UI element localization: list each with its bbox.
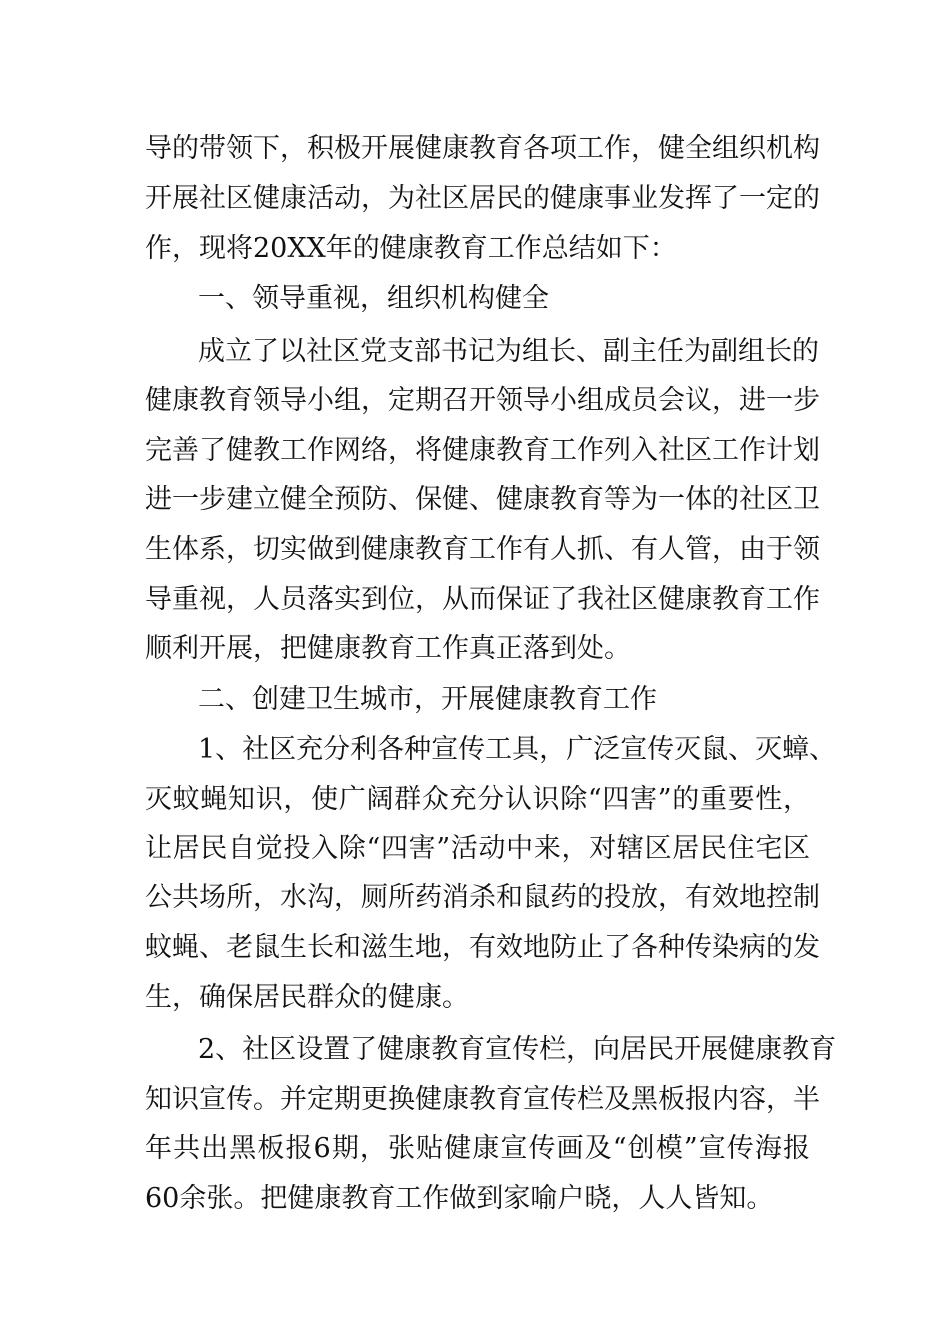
text-line: 灭蚊蝇知识，使广阔群众充分认识除“四害”的重要性， bbox=[145, 784, 810, 815]
text-line: 生，确保居民群众的健康。 bbox=[145, 982, 469, 1013]
text-line: 让居民自觉投入除“四害”活动中来，对辖区居民住宅区 bbox=[145, 833, 810, 864]
text-line: 健康教育领导小组，定期召开领导小组成员会议，进一步 bbox=[145, 385, 820, 416]
text-line: 顺利开展，把健康教育工作真正落到处。 bbox=[145, 633, 631, 664]
text-line: 60余张。把健康教育工作做到家喻户晓，人人皆知。 bbox=[145, 1183, 774, 1214]
text-line: 开展社区健康活动，为社区居民的健康事业发挥了一定的 bbox=[145, 183, 820, 214]
text-line: 1、社区充分利各种宣传工具，广泛宣传灭鼠、灭蟑、 bbox=[198, 734, 837, 765]
text-line: 知识宣传。并定期更换健康教育宣传栏及黑板报内容，半 bbox=[145, 1084, 820, 1115]
text-line: 生体系，切实做到健康教育工作有人抓、有人管，由于领 bbox=[145, 534, 820, 565]
text-line: 成立了以社区党支部书记为组长、副主任为副组长的 bbox=[198, 336, 819, 367]
text-line: 导的带领下，积极开展健康教育各项工作，健全组织机构 bbox=[145, 133, 820, 164]
text-line: 进一步建立健全预防、保健、健康教育等为一体的社区卫 bbox=[145, 484, 820, 515]
section-heading: 二、创建卫生城市，开展健康教育工作 bbox=[198, 684, 657, 715]
text-line: 公共场所，水沟，厕所药消杀和鼠药的投放，有效地控制 bbox=[145, 882, 820, 913]
text-line: 导重视，人员落实到位，从而保证了我社区健康教育工作 bbox=[145, 584, 820, 615]
text-line: 完善了健教工作网络，将健康教育工作列入社区工作计划 bbox=[145, 435, 820, 466]
section-heading: 一、领导重视，组织机构健全 bbox=[198, 283, 549, 314]
text-line: 年共出黑板报6期，张贴健康宣传画及“创模”宣传海报 bbox=[145, 1133, 810, 1164]
text-line: 作，现将20XX年的健康教育工作总结如下： bbox=[145, 233, 677, 264]
text-line: 2、社区设置了健康教育宣传栏，向居民开展健康教育 bbox=[198, 1034, 837, 1065]
text-line: 蚊蝇、老鼠生长和滋生地，有效地防止了各种传染病的发 bbox=[145, 932, 820, 963]
